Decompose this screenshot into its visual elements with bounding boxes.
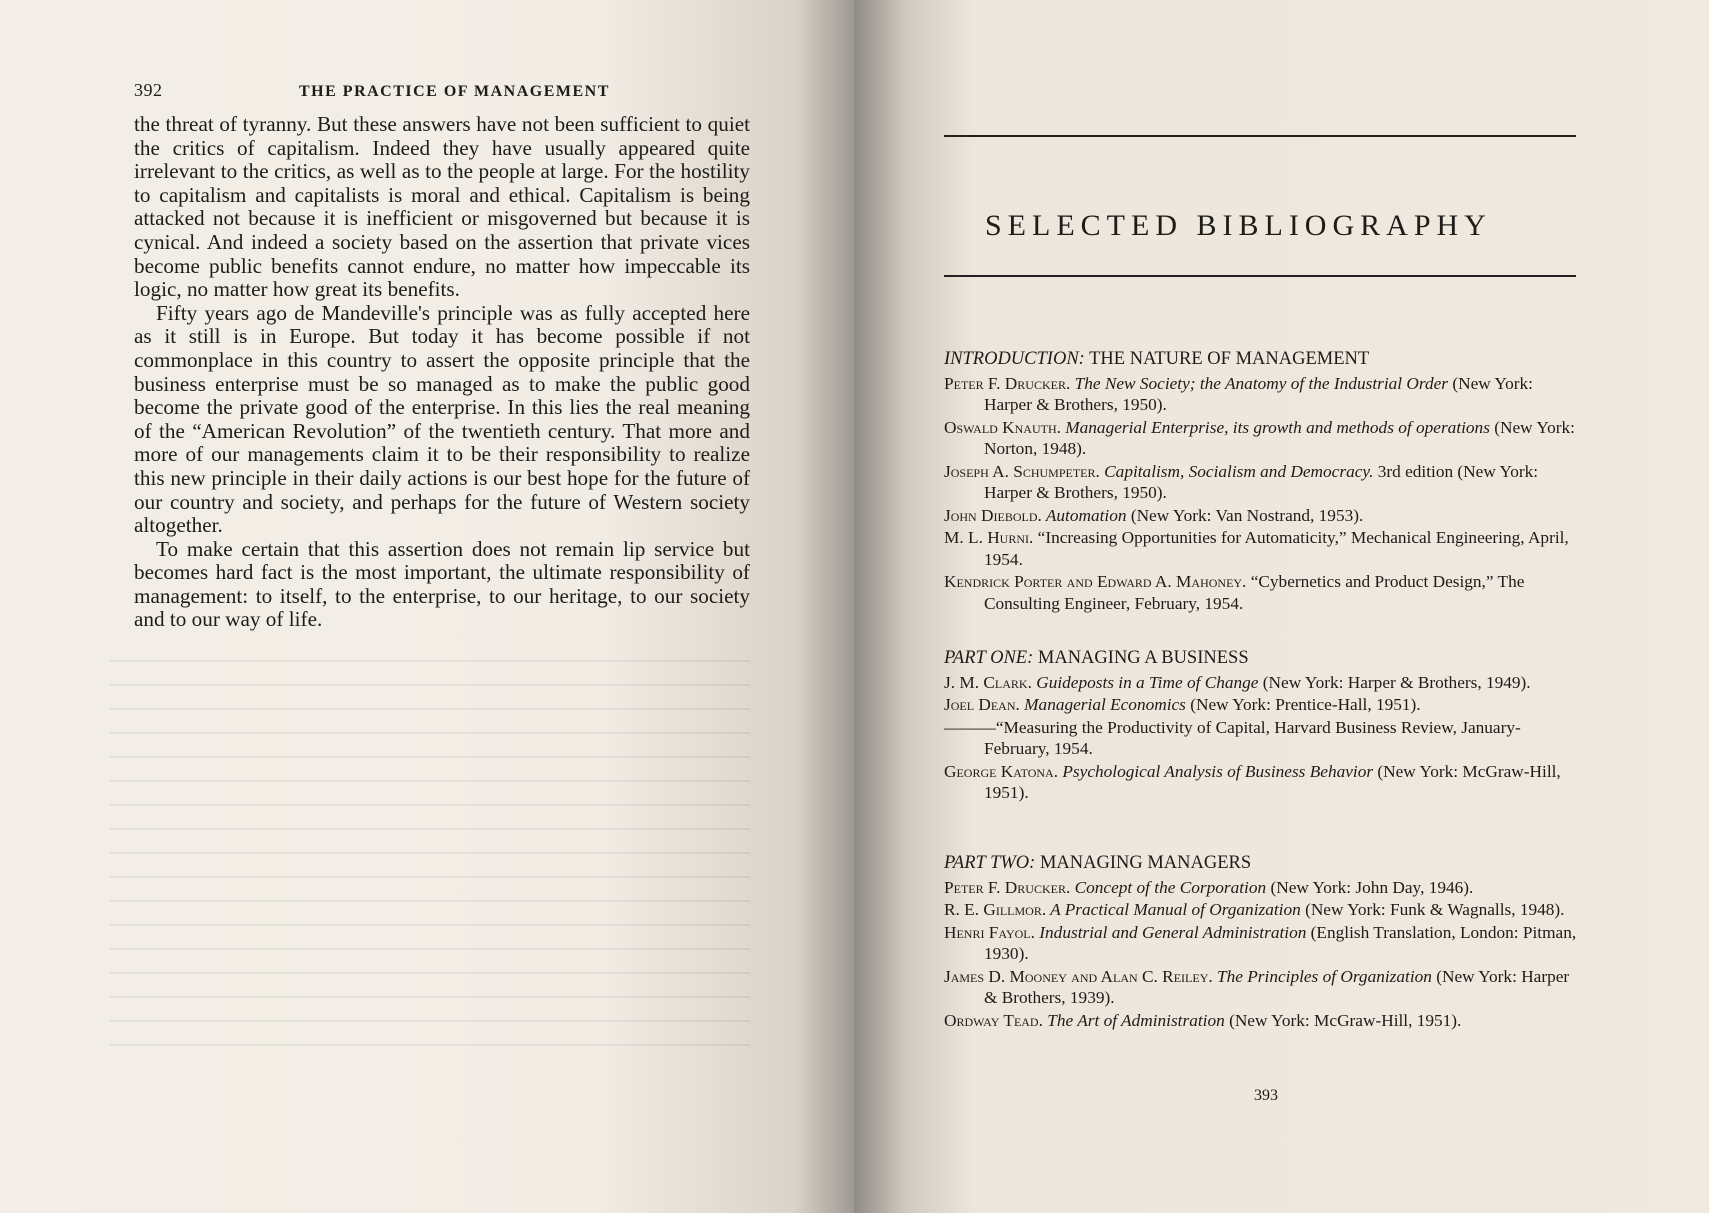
bib-entry: James D. Mooney and Alan C. Reiley. The Principles of Organization (New York: Harper & Brothers, 1939).	[944, 966, 1570, 1007]
section-heading: PART ONE: MANAGING A BUSINESS	[944, 648, 1249, 668]
bib-entry: John Diebold. Automation (New York: Van Nostrand, 1953).	[944, 505, 1364, 525]
bib-entry: Joel Dean. Managerial Economics (New York: Prentice-Hall, 1951).	[944, 695, 1421, 714]
section-introduction	[944, 349, 1584, 615]
bib-entry: Peter F. Drucker. The New Society; the Anatomy of the Industrial Order (New York: Harper & Brothers, 1950).	[944, 373, 1533, 414]
running-head	[134, 80, 694, 101]
paragraph: the threat of tyranny. But these answers have not been sufficient to quiet the critics of capitalism. Indeed they have usually appeared quite irrelevant to the critics, as well as to the people at large. For the hostility to capitalism and capitalists is moral and ethical. Capitalism is being attacked not because it is inefficient or misgoverned but because it is cynical. And indeed a society based on the assertion that private vices become public benefits cannot endure, no matter how impeccable its logic, no matter how great its benefits.	[134, 112, 750, 302]
bib-entry: ———“Measuring the Productivity of Capital, Harvard Business Review, January-February, 1954.	[944, 717, 1521, 758]
bib-entry: George Katona. Psychological Analysis of Business Behavior (New York: McGraw-Hill, 1951).	[944, 761, 1561, 802]
bib-entry: M. L. Hurni. “Increasing Opportunities for Automaticity,” Mechanical Engineering, April, 1954.	[944, 528, 1569, 569]
bib-entry: Peter F. Drucker. Concept of the Corporation (New York: John Day, 1946).	[944, 877, 1474, 897]
right-page-number: 393	[1254, 1087, 1278, 1104]
bib-entry: Kendrick Porter and Edward A. Mahoney. “Cybernetics and Product Design,” The Consulting Engineer, February, 1954.	[944, 572, 1525, 613]
paragraph: To make certain that this assertion does not remain lip service but becomes hard fact is the most important, the ultimate responsibility of management: to itself, to the enterprise, to our heritage, to our society and to our way of life.	[134, 536, 750, 632]
top-rule	[944, 135, 1576, 137]
paragraph: Fifty years ago de Mandeville's principle was as fully accepted here as it still is in Europe. But today it has become possible if not commonplace in this country to assert the opposite principle that the business enterprise must be so managed as to make the public good become the private good of the enterprise. In this lies the real meaning of the “American Revolution” of the twentieth century. That more and more of our managements claim it to be their responsibility to realize this new principle in their daily actions is our best hope for the future of our country and society, and perhaps for the future of Western society altogether.	[134, 300, 750, 538]
section-part-one	[944, 648, 1584, 805]
bib-entry: J. M. Clark. Guideposts in a Time of Change (New York: Harper & Brothers, 1949).	[944, 672, 1531, 692]
section-heading: PART TWO: MANAGING MANAGERS	[944, 853, 1252, 873]
bib-entry: Joseph A. Schumpeter. Capitalism, Socialism and Democracy. 3rd edition (New York: Harper & Brothers, 1950).	[944, 461, 1539, 502]
left-page-number: 392	[134, 80, 163, 100]
body-text	[134, 113, 750, 632]
bib-entry: R. E. Gillmor. A Practical Manual of Organization (New York: Funk & Wagnalls, 1948).	[944, 900, 1565, 919]
show-through-text	[110, 660, 750, 1060]
bib-entry: Ordway Tead. The Art of Administration (New York: McGraw-Hill, 1951).	[944, 1010, 1462, 1030]
left-page	[0, 0, 854, 1213]
running-title: THE PRACTICE OF MANAGEMENT	[299, 83, 610, 100]
section-heading: INTRODUCTION: THE NATURE OF MANAGEMENT	[944, 349, 1370, 369]
bib-entry: Oswald Knauth. Managerial Enterprise, its growth and methods of operations (New York: Norton, 1948).	[944, 417, 1575, 458]
bibliography-heading: SELECTED BIBLIOGRAPHY	[985, 209, 1492, 242]
heading-rule	[944, 275, 1576, 277]
bib-entry: Henri Fayol. Industrial and General Administration (English Translation, London: Pitman, 1930).	[944, 922, 1577, 963]
section-part-two	[944, 853, 1584, 1032]
